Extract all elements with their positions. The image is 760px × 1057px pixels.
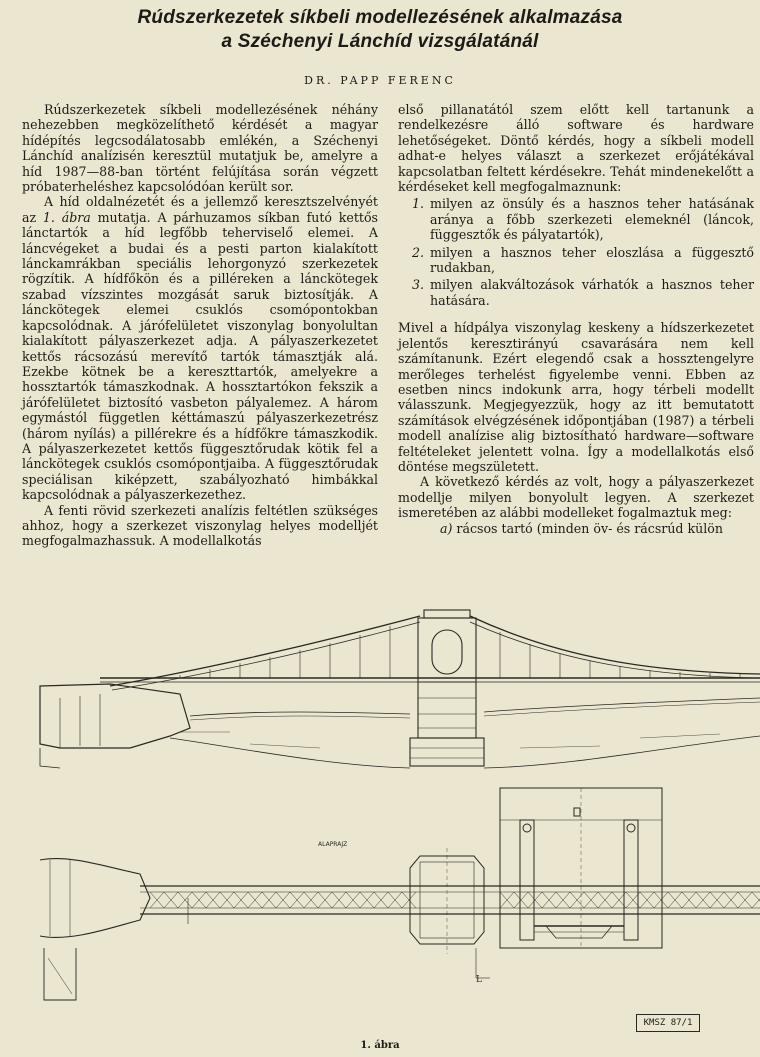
- list-item-number: 2.: [412, 244, 425, 260]
- model-item-a: [398, 521, 754, 536]
- paragraph-deck-model: A következő kérdés az volt, hogy a pályaszerkezet modellje milyen bonyolult legyen. A szerkezet ismeretében az alábbi modelleket fogalmaztuk meg:: [398, 474, 754, 521]
- paragraph-modelling: A fenti rövid szerkezeti analízis feltétlen szükséges ahhoz, hogy a szerkezet viszonylag helyes modelljét megfogalmazhassuk. A modellalkotás: [22, 502, 378, 549]
- hangers-left: [180, 626, 390, 678]
- title-line-2: a Széchenyi Lánchíd vizsgálatánál: [221, 31, 539, 52]
- figure-reference: 1. ábra: [42, 209, 91, 225]
- dimension-label: L: [476, 975, 482, 985]
- paragraph-structure: [22, 194, 378, 502]
- model-item-a-label: a): [440, 520, 453, 536]
- paragraph-structure-part-a: A híd oldalnézetét és a jellemző keresztszelvényét az: [22, 194, 378, 225]
- paragraph-plane-model: Mivel a hídpálya viszonylag keskeny a hídszerkezetet jelentős keresztirányú csavarására nem kell számítanunk. Ezért elegendő csak a hossztengelyre merőleges terhelést figyelembe venni. Ebben az esetben nincs indokunk arra, hogy térbeli modellt válasszunk. Megjegyezzük, hogy az itt bemutatott számítások elvégzésének időpontjában (1987) a térbeli modell analízise alig biztosítható hardware—software feltételeket jelentett volna. Így a modellalkotás első döntése megszületett.: [398, 320, 754, 474]
- plan-label: ALAPRAJZ: [318, 841, 348, 848]
- list-item: [398, 196, 754, 242]
- tower: [410, 610, 484, 766]
- archive-stamp: KMSZ 87/1: [636, 1014, 700, 1032]
- cross-section: [500, 788, 662, 948]
- list-item-number: 3.: [412, 277, 425, 293]
- paragraph-structure-part-b: mutatja. A párhuzamos síkban futó kettős lánctartók a híd legfőbb teherviselő elemei. A láncvégeket a budai és a pesti parton kialakított lánckamrákban speciális lehorgonyzó szerkezetek rögzítik. A hídfőkön és a pilléreken a lánckötegek szabad vízszintes mozgását saruk biztosítják. A lánckötegek elemei csuklós csomópontokban kapcsolódnak. A járófelületet viszonylag bonyolultan kialakított pályaszerkezet adja. A pályaszerkezetet kettős rácsozású merevítő tartók támasztják alá. Ezekbe kötnek be a kereszttartók, amelyekre a hossztartók támaszkodnak. A hossztartókon fekszik a járófelületet biztosító vasbeton pályalemez. A három egymástól független kéttámaszú pályaszerkezetrész (három nyílás) a pillérekre és a hídfőkre támaszkodik. A pályaszerkezetet kettős függesztőrudak kötik fel a lánckötegek csuklós csomópontjaiba. A függesztőrudak speciálisan kiképzett, szabályozható himbákkal kapcsolódnak a pályaszerkezethez.: [22, 209, 379, 503]
- question-list: [398, 196, 754, 308]
- article-title: [0, 6, 760, 54]
- left-embankment: [40, 684, 190, 748]
- author-name: DR. PAPP FERENC: [304, 74, 456, 87]
- list-item-text: milyen alakváltozások várhatók a hasznos teher hatására.: [430, 277, 754, 308]
- list-item-number: 1.: [412, 196, 425, 212]
- paragraph-intro: Rúdszerkezetek síkbeli modellezésének néhány nehezebben megközelíthető kérdését a magyar hídépítés legcsodálatosabb emlékén, a Széchenyi Lánchíd analízisén keresztül mutatjuk be, amelyre a híd 1987—88-ban történt felújítása során végzett próbaterheléshez kapcsolódóan került sor.: [22, 102, 378, 195]
- list-item-text: milyen a hasznos teher eloszlása a függesztő rudakban,: [430, 244, 754, 276]
- paragraph-questions-intro: első pillanatától szem előtt kell tartanunk a rendelkezésre álló software és hardware lehetőségeket. Döntő kérdés, hogy a síkbeli modell adhat-e helyes választ a szerkezet erőjátékával kapcsolatban feltett kérdésekre. Tehát mindenekelőtt a kérdéseket kell megfogalmaznunk:: [398, 102, 754, 195]
- left-column: [22, 102, 378, 549]
- chain-left-back: [110, 616, 420, 686]
- list-item: [398, 245, 754, 276]
- riverbed: [170, 736, 760, 768]
- figure-caption: 1. ábra: [360, 1040, 400, 1051]
- model-item-a-text: rácsos tartó (minden öv- és rácsrúd külön: [452, 520, 723, 536]
- right-column: [398, 102, 754, 536]
- title-line-1: Rúdszerkezetek síkbeli modellezésének alkalmazása: [137, 7, 623, 28]
- bridge-drawing: [0, 598, 760, 1028]
- list-item: [398, 277, 754, 308]
- list-item-text: milyen az önsúly és a hasznos teher hatásának aránya a főbb szerkezeti elemeknél (láncok, függesztők és pályatartók),: [430, 196, 754, 243]
- plan-view: [40, 848, 760, 1000]
- water-line: [190, 698, 760, 716]
